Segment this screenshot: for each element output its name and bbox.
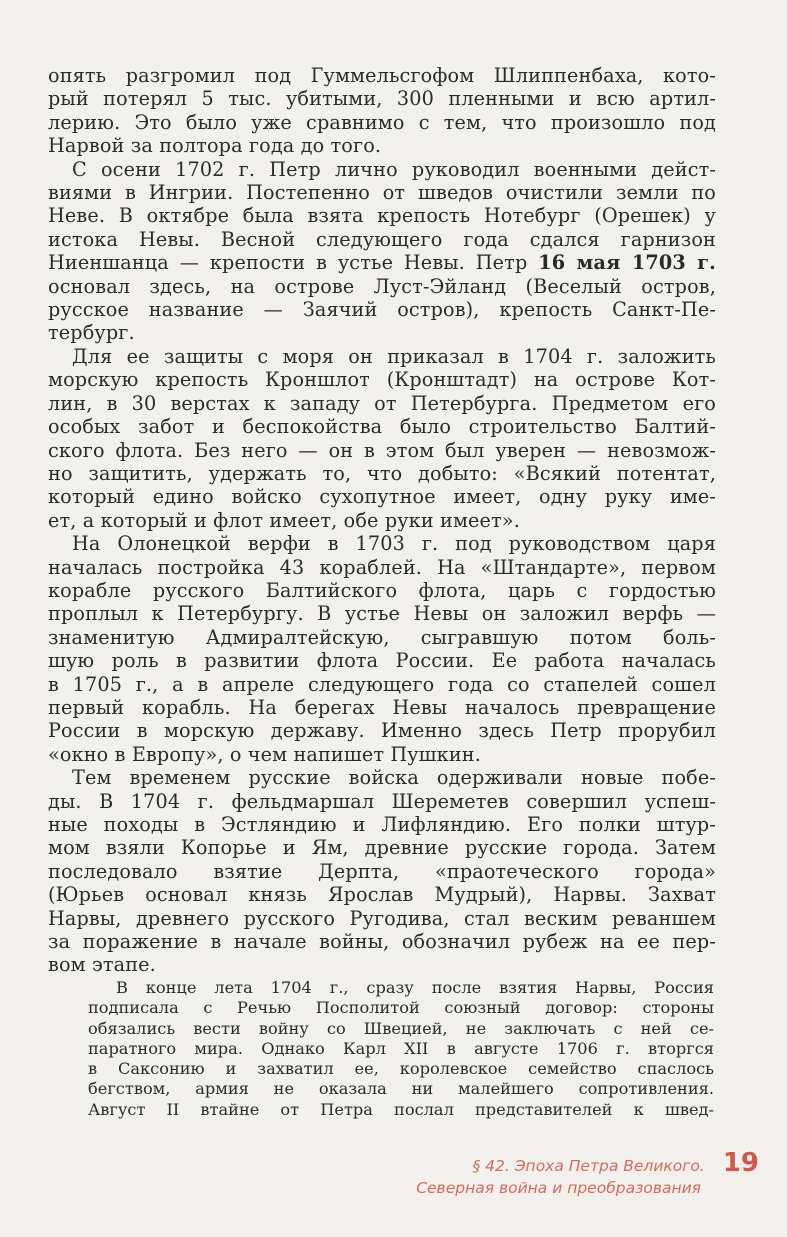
text-line: (Юрьев основал князь Ярослав Мудрый), Нарвы. Захват: [48, 883, 716, 907]
small-print-block: [88, 978, 714, 1120]
text-line: особых забот и беспокойства было строительство Балтий-: [48, 415, 716, 439]
text-line: проплыл к Петербургу. В устье Невы он заложил верфь —: [48, 602, 716, 626]
text-line: С осени 1702 г. Петр лично руководил военными дейст-: [72, 157, 716, 181]
text-line: подписала с Речью Посполитой союзный договор: стороны: [88, 998, 714, 1018]
text-line: русское название — Заячий остров), крепость Санкт-Пе-: [48, 298, 716, 322]
paragraph: [48, 766, 716, 977]
text-line: но защитить, удержать то, что добыто: «Всякий потентат,: [48, 461, 716, 485]
text-line: знаменитую Адмиралтейскую, сыгравшую потом боль-: [48, 625, 716, 649]
text-line: России в морскую державу. Именно здесь Петр прорубил: [48, 719, 716, 743]
paragraph: [48, 532, 716, 766]
paragraph: [48, 64, 716, 158]
text-line: истока Невы. Весной следующего года сдался гарнизон: [48, 227, 716, 251]
text-line: мом взяли Копорье и Ям, древние русские города. Затем: [48, 836, 716, 860]
text-line: Нарвы, древнего русского Ругодива, стал веским реваншем: [48, 906, 716, 930]
text-line: виями в Ингрии. Постепенно от шведов очистили земли по: [48, 181, 716, 205]
text-line: ды. В 1704 г. фельдмаршал Шереметев совершил успеш-: [48, 789, 716, 813]
paragraph: [48, 158, 716, 345]
text-line: в Саксонию и захватил ее, королевское семейство спаслось: [88, 1059, 714, 1079]
text-line: вом этапе.: [48, 953, 156, 977]
text-line-with-date: Ниеншанца — крепости в устье Невы. Петр 16 мая 1703 г.: [48, 251, 716, 275]
text-line: На Олонецкой верфи в 1703 г. под руководством царя: [72, 532, 716, 556]
text-line: «окно в Европу», о чем напишет Пушкин.: [48, 742, 481, 766]
text-line: началась постройка 43 кораблей. На «Штандарте», первом: [48, 555, 716, 579]
text-line: лерию. Это было уже сравнимо с тем, что произошло под: [48, 110, 716, 134]
text-line: первый корабль. На берегах Невы началось превращение: [48, 695, 716, 719]
page-footer: [416, 1148, 759, 1199]
text-line: тербург.: [48, 321, 135, 345]
text-line: который едино войско сухопутное имеет, одну руку име-: [48, 485, 716, 509]
text-line: Неве. В октябре была взята крепость Нотебург (Орешек) у: [48, 204, 716, 228]
section-subtitle: Северная война и преобразования: [416, 1179, 701, 1197]
bold-date: 16 мая 1703 г.: [538, 251, 716, 275]
text-line: морскую крепость Кроншлот (Кронштадт) на острове Кот-: [48, 368, 716, 392]
text-line: Август II втайне от Петра послал представителей к швед-: [88, 1099, 714, 1119]
text-line: обязались вести войну со Швецией, не заключать с ней се-: [88, 1018, 714, 1038]
text-line: ского флота. Без него — он в этом был уверен — невозмож-: [48, 438, 716, 462]
text-line: корабле русского Балтийского флота, царь с гордостью: [48, 578, 716, 602]
main-text: [48, 64, 716, 977]
text-line: шую роль в развитии флота России. Ее работа началась: [48, 649, 716, 673]
text-line: последовало взятие Дерпта, «праотеческого города»: [48, 859, 716, 883]
text-line: опять разгромил под Гуммельсгофом Шлиппенбаха, кото-: [48, 64, 716, 87]
text-line: Нарвой за полтора года до того.: [48, 134, 382, 158]
text-line: ные походы в Эстляндию и Лифляндию. Его полки штур-: [48, 813, 716, 836]
text-line: бегством, армия не оказала ни малейшего сопротивления.: [88, 1079, 714, 1099]
section-title: § 42. Эпоха Петра Великого.: [472, 1157, 705, 1175]
text-line: паратного мира. Однако Карл XII в августе 1706 г. вторгся: [88, 1038, 714, 1058]
page-number: 19: [722, 1148, 759, 1178]
text-line: рый потерял 5 тыс. убитыми, 300 пленными и всю артил-: [48, 87, 716, 111]
text-line: Тем временем русские войска одерживали новые побе-: [72, 766, 716, 790]
text-line: в 1705 г., а в апреле следующего года со стапелей сошел: [48, 672, 716, 696]
text-line: В конце лета 1704 г., сразу после взятия Нарвы, Россия: [116, 978, 714, 997]
text-line: за поражение в начале войны, обозначил рубеж на ее пер-: [48, 930, 716, 954]
text-line: основал здесь, на острове Луст-Эйланд (Веселый остров,: [48, 274, 716, 298]
text-line: ет, а который и флот имеет, обе руки имеет».: [48, 508, 520, 532]
paragraph: [48, 345, 716, 532]
text-line: Для ее защиты с моря он приказал в 1704 г. заложить: [72, 344, 716, 368]
text-line: лин, в 30 верстах к западу от Петербурга. Предметом его: [48, 391, 716, 415]
